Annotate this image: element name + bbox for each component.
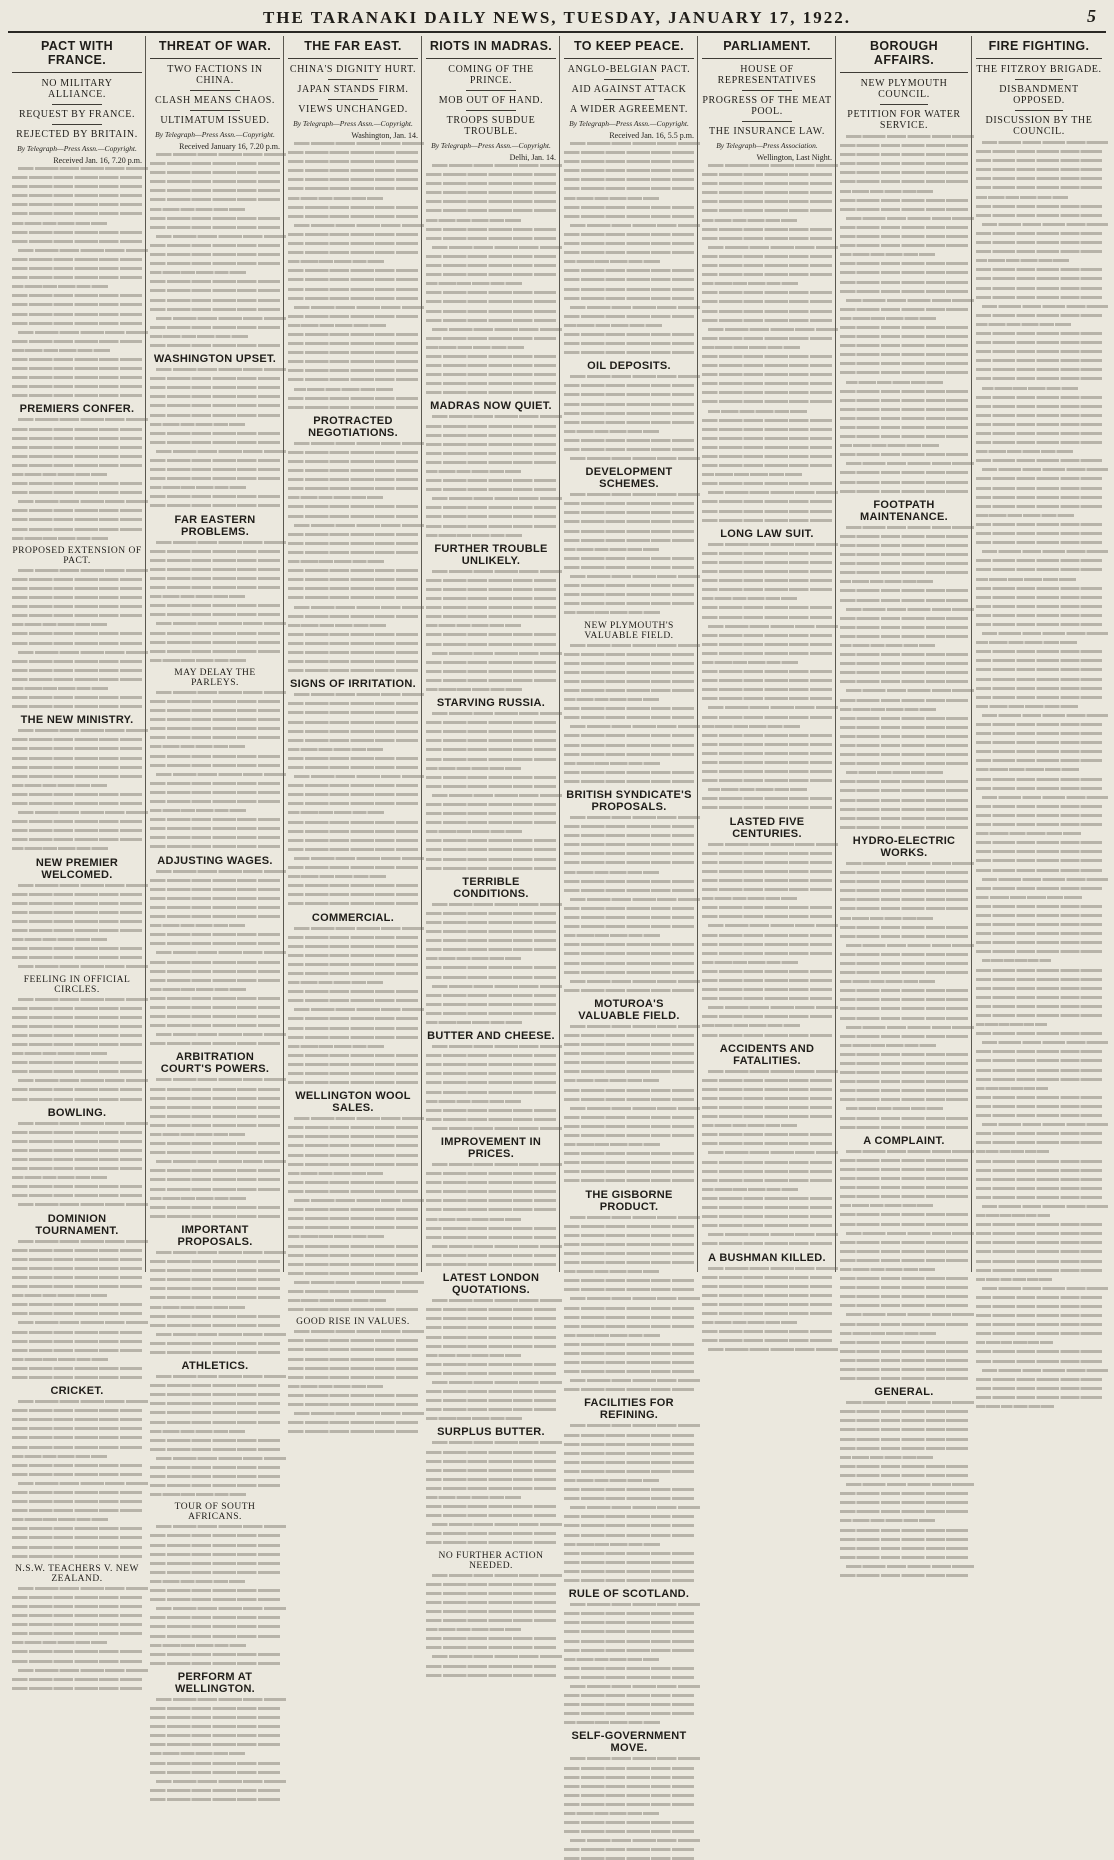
- byline: By Telegraph—Press Assn.—Copyright.: [17, 144, 137, 153]
- section-heading: IMPORTANT PROPOSALS.: [177, 1223, 253, 1248]
- section-heading: PROPOSED EXTENSION OF PACT.: [12, 545, 142, 566]
- newspaper-title: THE TARANAKI DAILY NEWS, TUESDAY, JANUARY 17, 1922.: [262, 8, 852, 27]
- column-divider: [971, 36, 972, 1272]
- body-text: [12, 998, 142, 1101]
- body-text: [702, 1267, 832, 1352]
- section-heading: ADJUSTING WAGES.: [157, 854, 273, 867]
- column-3: [284, 36, 422, 1328]
- byline: By Telegraph—Press Assn.—Copyright.: [155, 130, 275, 139]
- dateline: Received Jan. 16, 5.5 p.m.: [609, 131, 694, 140]
- body-text: [564, 1757, 694, 1860]
- body-text: [426, 712, 556, 870]
- body-text: [12, 729, 142, 850]
- section-heading: FACILITIES FOR REFINING.: [584, 1397, 674, 1422]
- section-heading: COMMERCIAL.: [311, 911, 395, 924]
- subhead-rule: [1015, 79, 1063, 80]
- section-heading: ATHLETICS.: [181, 1360, 249, 1373]
- column-headline: PARLIAMENT.: [723, 39, 811, 53]
- column-headline: BOROUGH AFFAIRS.: [869, 39, 939, 67]
- section-heading: MAY DELAY THE PARLEYS.: [174, 667, 256, 688]
- column-subhead: REJECTED BY BRITAIN.: [16, 129, 138, 140]
- section-heading: WASHINGTON UPSET.: [153, 353, 277, 366]
- body-text: [702, 1070, 832, 1246]
- body-text: [564, 1216, 694, 1392]
- section-heading: OIL DEPOSITS.: [587, 360, 671, 373]
- subhead-rule: [52, 124, 101, 125]
- body-text: [150, 1698, 280, 1801]
- subhead-rule: [190, 110, 239, 111]
- column-divider: [697, 36, 698, 1272]
- headline-rule: [840, 72, 968, 73]
- section-heading: A COMPLAINT.: [863, 1134, 945, 1147]
- column-divider: [835, 36, 836, 1272]
- subhead-rule: [328, 79, 377, 80]
- body-text: [564, 1424, 694, 1582]
- column-headline: TO KEEP PEACE.: [573, 39, 685, 53]
- section-heading: GENERAL.: [874, 1386, 934, 1399]
- section-heading: BUTTER AND CHEESE.: [427, 1030, 555, 1043]
- subhead-rule: [604, 99, 653, 100]
- column-subhead: MOB OUT OF HAND.: [438, 95, 544, 106]
- body-text: [12, 1400, 142, 1558]
- dateline: Received January 16, 7.20 p.m.: [179, 142, 280, 151]
- dateline: Received Jan. 16, 7.20 p.m.: [53, 156, 142, 165]
- column-divider: [145, 36, 146, 1272]
- column-subhead: REQUEST BY FRANCE.: [18, 109, 136, 120]
- body-text: [564, 1603, 694, 1724]
- column-headline: THE FAR EAST.: [304, 39, 402, 53]
- section-heading: NO FURTHER ACTION NEEDED.: [438, 1550, 544, 1571]
- body-text: [840, 526, 968, 829]
- column-subhead: TWO FACTIONS IN CHINA.: [167, 64, 263, 86]
- body-text: [150, 870, 280, 1046]
- column-4: [422, 36, 560, 1571]
- body-text: [150, 1078, 280, 1217]
- column-divider: [559, 36, 560, 1272]
- byline: By Telegraph—Press Association.: [716, 141, 818, 150]
- headline-rule: [426, 58, 556, 59]
- body-text: [150, 368, 280, 507]
- subhead-rule: [328, 99, 377, 100]
- subhead-rule: [880, 104, 929, 105]
- column-1: [8, 36, 146, 1584]
- dateline: Washington, Jan. 14.: [351, 131, 418, 140]
- subhead-rule: [466, 110, 515, 111]
- column-subhead: NEW PLYMOUTH COUNCIL.: [860, 78, 948, 100]
- column-subhead: THE INSURANCE LAW.: [708, 126, 825, 137]
- column-subhead: PETITION FOR WATER SERVICE.: [847, 109, 961, 131]
- body-text: [150, 153, 280, 347]
- section-heading: LATEST LONDON QUOTATIONS.: [442, 1272, 540, 1297]
- body-text: [288, 1330, 418, 1433]
- section-heading: THE NEW MINISTRY.: [20, 714, 134, 727]
- column-subhead: CHINA'S DIGNITY HURT.: [289, 64, 417, 75]
- section-heading: SURPLUS BUTTER.: [437, 1426, 545, 1439]
- masthead-rule: [8, 31, 1106, 33]
- headline-rule: [976, 58, 1102, 59]
- column-7: [836, 36, 972, 1399]
- column-divider: [421, 36, 422, 1272]
- body-text: [840, 1401, 968, 1577]
- column-subhead: DISCUSSION BY THE COUNCIL.: [985, 115, 1093, 137]
- body-text: [564, 493, 694, 614]
- body-text: [288, 1117, 418, 1311]
- column-subhead: DISBANDMENT OPPOSED.: [999, 84, 1079, 106]
- column-subhead: A WIDER AGREEMENT.: [570, 104, 688, 115]
- column-divider: [283, 36, 284, 1272]
- section-heading: NEW PLYMOUTH'S VALUABLE FIELD.: [584, 620, 674, 641]
- body-text: [840, 135, 968, 493]
- subhead-rule: [1015, 110, 1063, 111]
- body-text: [426, 1299, 556, 1420]
- section-heading: RULE OF SCOTLAND.: [568, 1588, 690, 1601]
- page-number: 5: [1087, 6, 1096, 26]
- section-heading: A BUSHMAN KILLED.: [708, 1251, 826, 1264]
- section-heading: THE GISBORNE PRODUCT.: [585, 1188, 673, 1213]
- headline-rule: [288, 58, 418, 59]
- body-text: [840, 1150, 968, 1380]
- section-heading: PERFORM AT WELLINGTON.: [174, 1670, 256, 1695]
- dateline: Wellington, Last Night.: [756, 153, 832, 162]
- section-heading: MOTUROA'S VALUABLE FIELD.: [578, 997, 680, 1022]
- subhead-rule: [466, 90, 515, 91]
- body-text: [564, 644, 694, 783]
- column-subhead: NO MILITARY ALLIANCE.: [41, 78, 113, 100]
- section-heading: LONG LAW SUIT.: [720, 527, 814, 540]
- section-heading: ACCIDENTS AND FATALITIES.: [719, 1042, 815, 1067]
- body-text: [840, 862, 968, 1129]
- body-text: [150, 541, 280, 662]
- byline: By Telegraph—Press Assn.—Copyright.: [569, 119, 689, 128]
- column-2: [146, 36, 284, 1695]
- column-subhead: ULTIMATUM ISSUED.: [160, 115, 270, 126]
- body-text: [150, 1251, 280, 1354]
- section-heading: BOWLING.: [47, 1106, 107, 1119]
- body-text: [702, 164, 832, 522]
- column-subhead: TROOPS SUBDUE TROUBLE.: [446, 115, 536, 137]
- body-text: [12, 1240, 142, 1379]
- dateline: Delhi, Jan. 14.: [509, 153, 556, 162]
- section-heading: HYDRO-ELECTRIC WORKS.: [852, 834, 956, 859]
- body-text: [426, 1441, 556, 1544]
- section-heading: SIGNS OF IRRITATION.: [290, 678, 416, 691]
- section-heading: WELLINGTON WOOL SALES.: [295, 1090, 411, 1115]
- masthead: [8, 4, 1106, 30]
- byline: By Telegraph—Press Assn.—Copyright.: [431, 141, 551, 150]
- section-heading: PREMIERS CONFER.: [19, 403, 135, 416]
- body-text: [288, 142, 418, 409]
- section-heading: TOUR OF SOUTH AFRICANS.: [174, 1502, 256, 1523]
- body-text: [12, 569, 142, 708]
- body-text: [702, 843, 832, 1037]
- column-subhead: PROGRESS OF THE MEAT POOL.: [702, 95, 832, 117]
- body-text: [288, 442, 418, 672]
- column-subhead: THE FITZROY BRIGADE.: [976, 64, 1102, 75]
- column-subhead: HOUSE OF REPRESENTATIVES: [717, 64, 817, 86]
- body-text: [12, 167, 142, 397]
- body-text: [564, 1025, 694, 1183]
- section-heading: FEELING IN OFFICIAL CIRCLES.: [23, 974, 131, 995]
- section-heading: FURTHER TROUBLE UNLIKELY.: [434, 542, 548, 567]
- column-headline: RIOTS IN MADRAS.: [429, 39, 553, 53]
- body-text: [150, 1525, 280, 1664]
- section-heading: DEVELOPMENT SCHEMES.: [585, 466, 673, 491]
- body-text: [564, 375, 694, 460]
- body-text: [426, 1045, 556, 1130]
- body-text: [976, 141, 1102, 1408]
- column-subhead: AID AGAINST ATTACK: [571, 84, 687, 95]
- section-heading: N.S.W. TEACHERS V. NEW ZEALAND.: [15, 1563, 139, 1584]
- headline-rule: [12, 72, 142, 73]
- column-5: [560, 36, 698, 1755]
- section-heading: BRITISH SYNDICATE'S PROPOSALS.: [566, 789, 692, 813]
- section-heading: STARVING RUSSIA.: [436, 697, 546, 710]
- byline: By Telegraph—Press Assn.—Copyright.: [293, 119, 413, 128]
- subhead-rule: [742, 90, 791, 91]
- column-subhead: VIEWS UNCHANGED.: [298, 104, 408, 115]
- body-text: [150, 691, 280, 849]
- headline-rule: [150, 58, 280, 59]
- section-heading: FAR EASTERN PROBLEMS.: [174, 513, 256, 538]
- body-text: [288, 693, 418, 905]
- column-headline: PACT WITH FRANCE.: [40, 39, 114, 67]
- subhead-rule: [742, 121, 791, 122]
- section-heading: GOOD RISE IN VALUES.: [296, 1317, 410, 1328]
- section-heading: TERRIBLE CONDITIONS.: [453, 875, 529, 900]
- column-headline: FIRE FIGHTING.: [988, 39, 1090, 53]
- section-heading: MADRAS NOW QUIET.: [430, 400, 552, 413]
- column-headline: THREAT OF WAR.: [158, 39, 272, 53]
- body-text: [12, 884, 142, 969]
- column-subhead: JAPAN STANDS FIRM.: [297, 84, 409, 95]
- column-subhead: ANGLO-BELGIAN PACT.: [567, 64, 691, 75]
- section-heading: IMPROVEMENT IN PRICES.: [440, 1136, 542, 1160]
- body-text: [564, 816, 694, 992]
- body-text: [564, 142, 694, 354]
- body-text: [12, 1587, 142, 1690]
- section-heading: DOMINION TOURNAMENT.: [35, 1212, 119, 1237]
- section-heading: ARBITRATION COURT'S POWERS.: [160, 1051, 270, 1076]
- subhead-rule: [52, 104, 101, 105]
- headline-rule: [702, 58, 832, 59]
- section-heading: SELF-GOVERNMENT MOVE.: [571, 1730, 687, 1755]
- body-text: [426, 903, 556, 1024]
- body-text: [150, 1375, 280, 1496]
- column-8: [972, 36, 1106, 1272]
- column-subhead: CLASH MEANS CHAOS.: [155, 95, 275, 106]
- section-heading: FOOTPATH MAINTENANCE.: [860, 498, 948, 523]
- section-heading: NEW PREMIER WELCOMED.: [35, 856, 119, 881]
- column-subhead: COMING OF THE PRINCE.: [448, 64, 534, 86]
- body-text: [12, 1122, 142, 1207]
- body-text: [426, 164, 556, 394]
- section-heading: CRICKET.: [50, 1385, 104, 1398]
- body-text: [702, 543, 832, 810]
- section-heading: PROTRACTED NEGOTIATIONS.: [308, 414, 398, 439]
- subhead-rule: [190, 90, 239, 91]
- body-text: [426, 1574, 556, 1677]
- column-6: [698, 36, 836, 1272]
- body-text: [426, 1163, 556, 1266]
- body-text: [426, 570, 556, 691]
- headline-rule: [564, 58, 694, 59]
- body-text: [288, 927, 418, 1085]
- subhead-rule: [604, 79, 653, 80]
- body-text: [426, 415, 556, 536]
- section-heading: LASTED FIVE CENTURIES.: [729, 815, 805, 840]
- body-text: [12, 418, 142, 539]
